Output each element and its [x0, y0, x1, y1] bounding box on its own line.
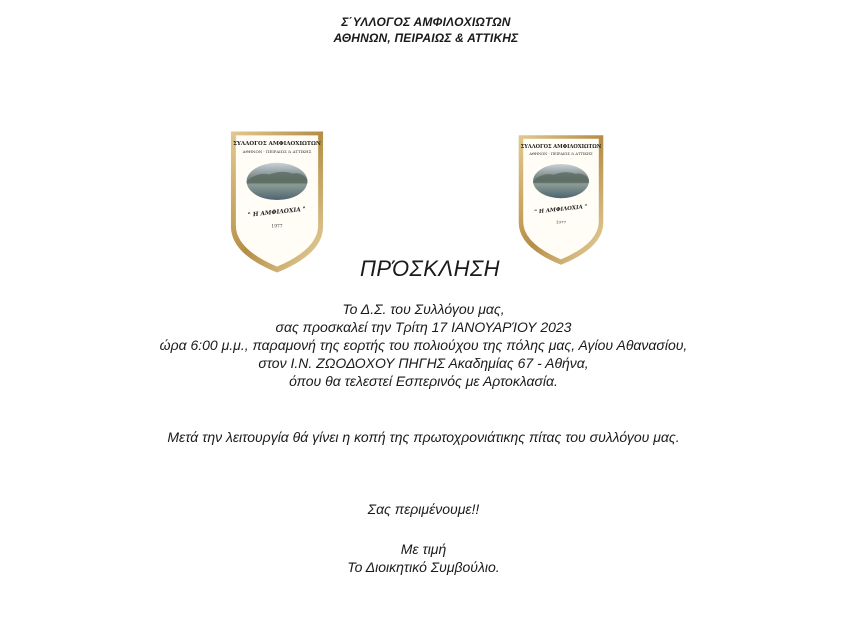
- association-region: ΑΘΗΝΩΝ, ΠΕΙΡΑΙΩΣ & ΑΤΤΙΚΗΣ: [333, 31, 519, 45]
- invitation-line: στον Ι.Ν. ΖΩΟΔΟΧΟΥ ΠΗΓΗΣ Ακαδημίας 67 - Αθήνα,: [258, 355, 589, 371]
- emblem-year: 1977: [271, 224, 283, 230]
- closing-text: Σας περιμένουμε!!: [367, 501, 480, 517]
- invitation-title: ΠΡΌΣΚΛΗΣΗ: [359, 256, 501, 281]
- emblem-top-line1: ΣΥΛΛΟΓΟΣ ΑΜΦΙΛΟΧΙΩΤΩΝ: [233, 141, 321, 148]
- signature-board: Το Διοικητικό Συμβούλιο.: [347, 559, 500, 575]
- document-header: [0, 14, 847, 46]
- invitation-line: όπου θα τελεστεί Εσπερινός με Αρτοκλασία.: [289, 373, 558, 389]
- emblem-motto: " Η ΑΜΦΙΛΟΧΙΑ ": [534, 204, 588, 216]
- emblem-top-line2: ΑΘΗΝΩΝ - ΠΕΙΡΑΙΩΣ & ΑΤΤΙΚΗΣ: [242, 149, 312, 154]
- invitation-line: ώρα 6:00 μ.μ., παραμονή της εορτής του πολιούχου της πόλης μας, Αγίου Αθανασίου,: [159, 337, 688, 353]
- emblem-top-line2: ΑΘΗΝΩΝ - ΠΕΙΡΑΙΩΣ & ΑΤΤΙΚΗΣ: [529, 152, 593, 156]
- emblem-year: 1977: [555, 219, 567, 225]
- association-name: Σ΄ΥΛΛΟΓΟΣ ΑΜΦΙΛΟΧΙΩΤΩΝ: [341, 15, 511, 29]
- signature-block: [0, 540, 847, 576]
- signature-greeting: Με τιμή: [400, 541, 447, 557]
- invitation-line: σας προσκαλεί την Τρίτη 17 ΙΑΝΟΥΑΡΊΟΥ 2023: [275, 319, 572, 335]
- after-service-note: Μετά την λειτουργία θά γίνει η κοπή της πρωτοχρονιάτικης πίτας του συλλόγου μας.: [167, 429, 680, 445]
- invitation-details: [0, 300, 847, 390]
- emblem-motto: " Η ΑΜΦΙΛΟΧΙΑ ": [247, 205, 307, 219]
- invitation-line: Το Δ.Σ. του Συλλόγου μας,: [342, 301, 505, 317]
- emblem-top-line1: ΣΥΛΛΟΓΟΣ ΑΜΦΙΛΟΧΙΩΤΩΝ: [520, 143, 602, 150]
- association-emblem-right: [516, 126, 606, 274]
